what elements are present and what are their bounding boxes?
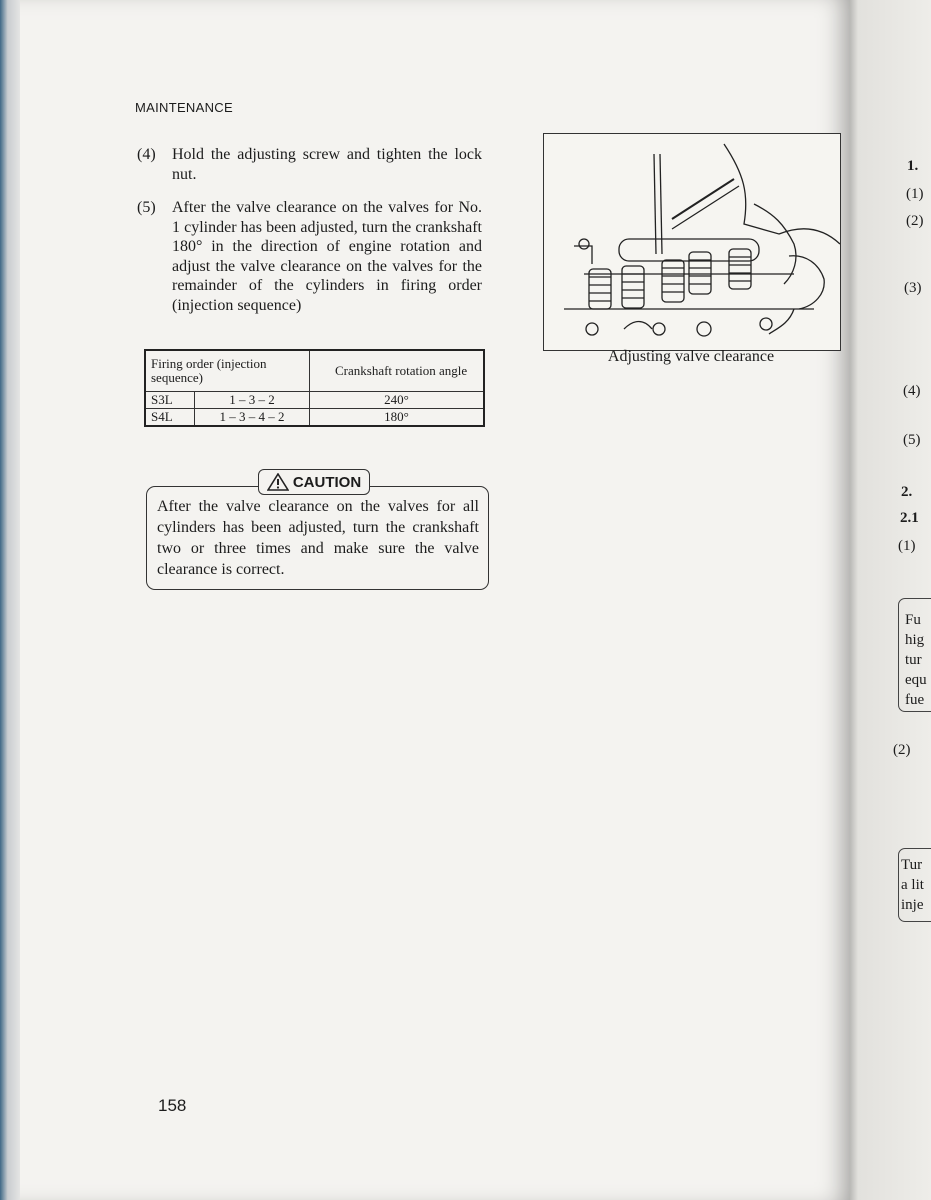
caution-text: After the valve clearance on the valves for all cylinders has been adjusted, turn the crankshaft two or three times and make sure the valve clearance is correct. — [157, 498, 479, 578]
facing-heading: 1. — [907, 158, 919, 174]
facing-box-line: Tur — [901, 857, 923, 873]
facing-box-line: fue — [905, 692, 925, 708]
facing-item: (5) — [903, 432, 921, 448]
book-page-edge — [0, 0, 22, 1200]
step-5 — [137, 198, 482, 315]
facing-heading: 2.1 — [900, 510, 919, 526]
warning-triangle-icon — [267, 473, 289, 491]
model-cell: S3L — [145, 392, 195, 409]
facing-box-line: a lit — [901, 877, 924, 893]
model-cell: S4L — [145, 409, 195, 427]
facing-box-line: equ — [905, 672, 927, 688]
page-header: MAINTENANCE — [135, 100, 233, 115]
angle-cell: 180° — [310, 409, 485, 427]
caution-label — [258, 469, 370, 495]
facing-item: (2) — [893, 742, 911, 758]
order-cell: 1 – 3 – 2 — [195, 392, 310, 409]
table-row — [145, 409, 484, 427]
facing-item: (2) — [906, 213, 924, 229]
facing-box-line: Fu — [905, 612, 921, 628]
step-number: (5) — [137, 199, 156, 216]
facing-item: (4) — [903, 383, 921, 399]
facing-box-line: hig — [905, 632, 925, 648]
facing-item: (3) — [904, 280, 922, 296]
page-number: 158 — [158, 1096, 187, 1115]
engine-valve-drawing — [544, 134, 840, 350]
step-4 — [137, 145, 482, 184]
firing-order-table — [144, 349, 485, 427]
facing-box-line: tur — [905, 652, 922, 668]
step-text: Hold the adjusting screw and tighten the lock nut. — [172, 146, 482, 183]
facing-heading: 2. — [901, 484, 913, 500]
table-row — [145, 392, 484, 409]
table-header-row — [145, 350, 484, 392]
step-number: (4) — [137, 146, 156, 163]
firing-order-header: Firing order (injection sequence) — [145, 350, 310, 392]
facing-item: (1) — [898, 538, 916, 554]
valve-adjustment-illustration — [543, 133, 841, 351]
step-text: After the valve clearance on the valves for No. 1 cylinder has been adjusted, turn the crankshaft 180° in the direction of engine rotation and adjust the valve clearance on the valves for the remainder of the cylinders in firing order (injection sequence) — [172, 199, 482, 314]
facing-box-line: inje — [901, 897, 924, 913]
figure-caption: Adjusting valve clearance — [607, 348, 775, 365]
facing-item: (1) — [906, 186, 924, 202]
rotation-angle-header: Crankshaft rotation angle — [310, 350, 485, 392]
angle-cell: 240° — [310, 392, 485, 409]
caution-label-text: CAUTION — [292, 473, 362, 491]
order-cell: 1 – 3 – 4 – 2 — [195, 409, 310, 427]
